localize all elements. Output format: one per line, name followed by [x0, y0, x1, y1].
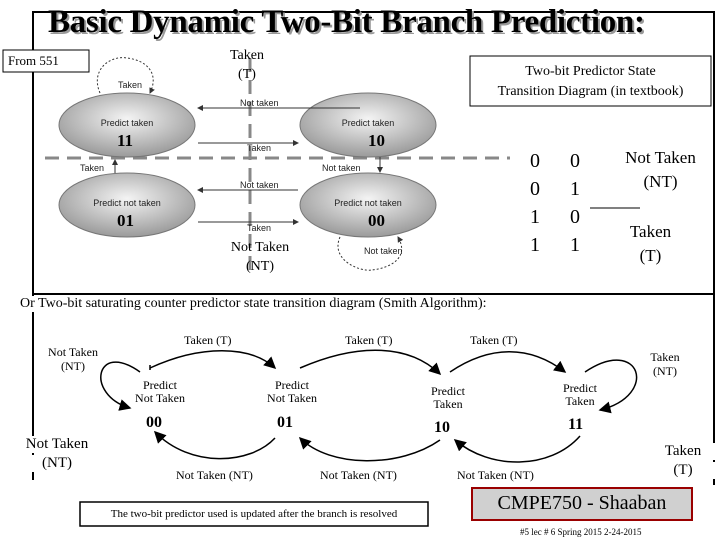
from-label: From 551	[8, 53, 59, 68]
bit-cell: 1	[570, 178, 580, 200]
sat-state-line2: Taken	[565, 394, 595, 408]
edge-label: Taken	[80, 163, 105, 173]
saturating-heading: Or Two-bit saturating counter predictor state transition diagram (Smith Algorithm):	[20, 296, 487, 311]
sat-state-line2: Taken	[433, 397, 463, 411]
taken-arrow-label: Taken (T)	[470, 333, 518, 347]
state-name: Predict not taken	[93, 198, 161, 208]
footer: #5 lec # 6 Spring 2015 2-24-2015	[520, 527, 642, 537]
page-title: Basic Dynamic Two-Bit Branch Prediction:	[48, 4, 645, 40]
taken-arrow-label: Taken (T)	[345, 333, 393, 347]
sat-state-code: 01	[277, 414, 293, 431]
bit-cell: 1	[530, 206, 540, 228]
sat-state-code: 11	[568, 416, 584, 433]
big-right-label: Taken	[650, 443, 716, 460]
sat-state-line2: Not Taken	[267, 391, 317, 405]
taken-label: Taken	[229, 48, 264, 63]
brand-text: CMPE750 - Shaaban	[497, 492, 667, 514]
bit-cell: 0	[570, 150, 580, 172]
state-name: Predict not taken	[334, 198, 402, 208]
bit-cell: 1	[530, 234, 540, 256]
taken-abbr: (T)	[238, 67, 256, 82]
state-code: 11	[117, 131, 134, 150]
bit-cell: 0	[530, 150, 540, 172]
state-code: 00	[368, 211, 385, 230]
bit-cell: 0	[570, 206, 580, 228]
not-taken-abbr: (NT)	[246, 259, 274, 274]
edge-label: Taken	[247, 223, 272, 233]
big-left-label: (NT)	[12, 455, 102, 472]
big-left-label: Not Taken	[12, 436, 102, 453]
not-taken-arrow-label: Not Taken (NT)	[457, 468, 534, 482]
caption-line1: Two-bit Predictor State	[525, 64, 656, 79]
edge-label: Not taken	[364, 246, 403, 256]
sat-state-line1: Predict	[563, 381, 597, 395]
bit-label-nt: Not Taken	[625, 148, 696, 167]
sat-state-line1: Predict	[275, 378, 309, 392]
edge-label: Not taken	[240, 180, 279, 190]
state-name: Predict taken	[100, 118, 154, 128]
sat-state-code: 00	[146, 414, 162, 431]
sat-state-code: 10	[434, 419, 450, 436]
caption-line2: Transition Diagram (in textbook)	[497, 84, 684, 99]
state-name: Predict taken	[341, 118, 395, 128]
not-taken-label: Not Taken	[230, 240, 290, 255]
sat-state-line1: Predict	[143, 378, 177, 392]
bit-label-t-abbr: (T)	[639, 246, 662, 265]
sat-state-line2: Not Taken	[135, 391, 185, 405]
bit-cell: 1	[570, 234, 580, 256]
big-right-label: (T)	[650, 462, 716, 479]
self-loop-right: (NT)	[653, 364, 677, 378]
self-loop-left: (NT)	[61, 359, 85, 373]
self-loop-left: Not Taken	[48, 345, 98, 359]
sat-state-line1: Predict	[431, 384, 465, 398]
update-note: The two-bit predictor used is updated after the branch is resolved	[110, 508, 398, 520]
bit-label-nt-abbr: (NT)	[643, 172, 678, 191]
edge-label: Not taken	[322, 163, 361, 173]
state-code: 01	[117, 211, 134, 230]
bit-cell: 0	[530, 178, 540, 200]
not-taken-arrow-label: Not Taken (NT)	[176, 468, 253, 482]
bit-label-t: Taken	[629, 222, 672, 241]
not-taken-arrow-label: Not Taken (NT)	[320, 468, 397, 482]
state-code: 10	[368, 131, 385, 150]
self-loop-right: Taken	[650, 350, 680, 364]
edge-label: Taken	[247, 143, 272, 153]
taken-arrow-label: Taken (T)	[184, 333, 232, 347]
edge-label: Taken	[118, 80, 143, 90]
edge-label: Not taken	[240, 98, 279, 108]
